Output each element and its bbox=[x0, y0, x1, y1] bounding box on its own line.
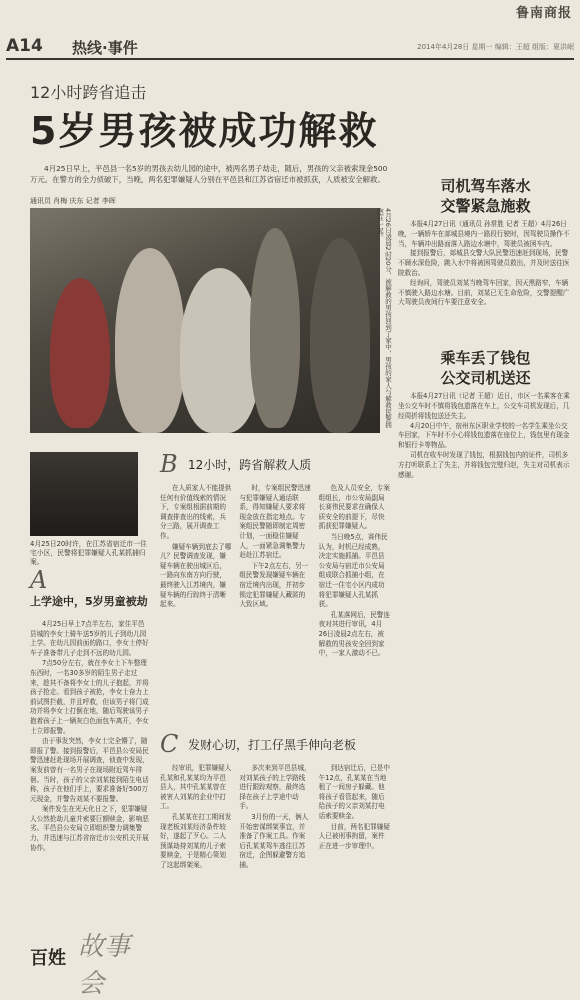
article-paragraph: 嫌疑车辆到底去了哪儿？民警调查发现，嫌疑车辆在驶出城区后，一路向东南方向行驶，最终驶入江苏境内，嫌疑车辆的行踪终于清晰起来。 bbox=[160, 542, 232, 609]
article-paragraph: 案件发生在光天化日之下，犯罪嫌疑人公然抢劫儿童并索要巨额赎金，影响恶劣。平邑县公安局立即组织警力调集警力，并迅速与江苏省宿迁市公安机关开展协作。 bbox=[30, 805, 149, 852]
subhead-letter: A bbox=[30, 566, 48, 594]
article-paragraph: 多次来到平邑县城，对刘某孩子的上学路线进行跟踪观察，最终选择在孩子上学途中动手。 bbox=[239, 764, 311, 811]
secondary-photo bbox=[30, 452, 138, 536]
subhead-c bbox=[160, 730, 390, 758]
photo-vertical-caption: 4月26日凌晨2时20分，被解救的男孩回到了家中，男孩的家人与解救民警拥抱在一起。 bbox=[376, 208, 392, 428]
subhead-title: 发财心切，打工仔黑手伸向老板 bbox=[188, 738, 357, 752]
side-story-2-title: 乘车丢了钱包 公交司机送还 bbox=[440, 349, 531, 388]
article-paragraph: 4月25日早上7点半左右，家住平邑县城的李女士骑车送5岁的儿子到幼儿园上学。在幼儿园前面的路口，李女士停好车子准备带儿子走到不远的幼儿园。 bbox=[30, 620, 149, 657]
article-byline: 通讯员 肖梅 庆东 记者 李晖 bbox=[30, 197, 116, 205]
article-paragraph: 在人质家人不能提供任何有价值线索的情况下，专案组根据前期的调查排查出的线索，兵分三路，展开调查工作。 bbox=[160, 484, 232, 540]
article-column-a bbox=[30, 620, 150, 854]
main-photo bbox=[30, 208, 380, 433]
article-paragraph: 时，专案组民警迅速与犯罪嫌疑人通话联系，得知嫌疑人要求将现金放在指定地点。专案组民警随即制定周密计划，一面稳住嫌疑人，一面紧急调集警力赶赴江苏宿迁。 bbox=[239, 484, 311, 560]
column-logo bbox=[30, 922, 150, 999]
article-paragraph: 经审讯，犯罪嫌疑人孔某和孔某某均为平邑县人，其中孔某某曾在被害人刘某的企业中打工。 bbox=[160, 764, 232, 811]
side-story-2-paragraph: 4月20日中午，宿州东区职业学校的一名学生乘坐公交车回家，下车时不小心将钱包遗落在座位上，钱包里有现金和银行卡等物品。 bbox=[398, 421, 570, 450]
photo-figure bbox=[180, 268, 260, 433]
photo-figure bbox=[50, 278, 110, 428]
article-paragraph: 色及人员安全，专案组组长，市公安局副局长赛伟民要求在确保人质安全的前提下，尽快抓获犯罪嫌疑人。 bbox=[318, 484, 390, 531]
photo-figure bbox=[250, 228, 300, 428]
subhead-title: 12小时，跨省解救人质 bbox=[188, 458, 312, 472]
article-columns-c bbox=[160, 764, 390, 872]
article-column bbox=[160, 484, 231, 660]
side-story-1-paragraph: 接到报警后，郯城县交警大队民警迅速赶到现场，民警不顾水深危险，跳入水中将被困驾驶员救出，并及时送往医院救治。 bbox=[398, 249, 570, 277]
side-story-2-paragraph: 本报4月27日讯（记者 王超）近日，市区一名乘客在乘坐公交车时不慎将钱包遗落在车上，公交车司机发现后，几经周折将钱包送还失主。 bbox=[398, 392, 570, 420]
column-logo-script: 故事会 bbox=[78, 932, 131, 999]
article-paragraph: 下午2点左右，另一组民警发现嫌疑车辆在宿迁境内出现，并初步锁定犯罪嫌疑人藏匿的大致区域。 bbox=[239, 561, 309, 609]
article-column bbox=[239, 484, 310, 660]
subhead-a bbox=[30, 566, 148, 610]
article-headline: 5岁男孩被成功解救 bbox=[30, 109, 379, 153]
article-paragraph: 孔某某在打工期间发现老板刘某经济条件较好，遂起了歹心。二人预谋劫持刘某的儿子索要赎金，于是精心策划了这起绑架案。 bbox=[160, 812, 232, 869]
section-title: 热线·事件 bbox=[72, 39, 138, 57]
article-paragraph: 目前，两名犯罪嫌疑人已被刑事拘留，案件正在进一步审理中。 bbox=[318, 822, 390, 850]
page-header bbox=[6, 36, 574, 60]
side-story-2 bbox=[398, 348, 573, 480]
subhead-letter: C bbox=[160, 730, 179, 758]
secondary-photo-caption: 4月25日20时许，在江苏省宿迁市一住宅小区，民警将犯罪嫌疑人孔某抓捕归案。 bbox=[30, 540, 147, 566]
brand-logo: 鲁南商报 bbox=[515, 6, 572, 21]
subhead-title: 上学途中，5岁男童被劫 bbox=[30, 595, 148, 608]
side-column bbox=[398, 176, 573, 480]
article-column bbox=[319, 484, 390, 660]
article-paragraph: 孔某落网后，民警连夜对其进行审讯，4月26日凌晨2点左右，被解救的男孩安全回到家中，一家人激动不已。 bbox=[318, 610, 390, 658]
side-story-2-paragraph: 司机在收车时发现了钱包，根据钱包内的证件，司机多方打听联系上了失主，并将钱包完璧归赵，失主对司机表示感谢。 bbox=[398, 450, 570, 479]
article-paragraph: 当日晚5点，赛伟民认为，时机已经成熟，决定实施抓捕。平邑县公安局与宿迁市公安局组成联合抓捕小组，在宿迁一住宅小区内成功将犯罪嫌疑人孔某抓获。 bbox=[318, 532, 388, 609]
article-column bbox=[239, 764, 310, 872]
article-column bbox=[160, 764, 231, 872]
subhead-b bbox=[160, 450, 390, 478]
side-story-1 bbox=[398, 176, 573, 308]
article-column bbox=[319, 764, 390, 872]
article-paragraph: 到达宿迁后，已是中午12点，孔某某在当地租了一间房子躲藏。他将孩子看管起来，随后给孩子的父亲刘某打电话索要赎金。 bbox=[318, 764, 390, 820]
photo-figure bbox=[115, 248, 185, 433]
page-meta: 2014年4月28日 星期一 编辑：王超 组版：夏洪岷 bbox=[417, 43, 574, 51]
article-paragraph: 由于事发突然，李女士完全懵了，随即报了警。接到报警后，平邑县公安局民警迅速赶赴现场开展调查，侦查中发现，案发前曾有一名男子在现场附近驾车徘徊。当时，孩子的父亲刘某接到陌生电话称，孩子在他们手上，要求准备好500万元现金，并警告刘某不要报警。 bbox=[30, 737, 149, 803]
side-story-1-paragraph: 经询问，驾驶员刘某当晚驾车回家，因天黑路窄，车辆不慎驶入路边水塘。目前，刘某已无生命危险，交警提醒广大驾驶员夜间行车要注意安全。 bbox=[398, 278, 570, 307]
side-story-1-paragraph: 本报4月27日讯（通讯员 孙常胜 记者 王超）4月26日晚，一辆轿车在郯城县境内一路段行驶时，因驾驶员操作不当，车辆冲出路面落入路边水塘中，驾驶员被困车内。 bbox=[398, 220, 570, 248]
side-story-1-title: 司机驾车落水 交警紧急施救 bbox=[440, 177, 531, 215]
article-paragraph: 3月份的一天，俩人开始密谋绑架事宜，并准备了作案工具。作案后孔某某驾车逃往江苏宿迁，企图躲避警方追捕。 bbox=[239, 812, 309, 869]
article-lead: 4月25日早上，平邑县一名5岁的男孩去幼儿园的途中，被两名男子劫走，随后，男孩的父亲被索现金500万元。在警方的全力侦破下，当晚，两名犯罪嫌疑人分别在平邑县和江苏省宿迁市被抓获，人质被安全解救。 bbox=[30, 164, 388, 185]
article-kicker: 12小时跨省追击 bbox=[30, 83, 147, 102]
photo-figure bbox=[310, 238, 370, 433]
page-number: A14 bbox=[6, 36, 43, 56]
column-logo-main: 百姓 bbox=[30, 948, 66, 969]
article-paragraph: 7点50分左右，就在李女士下车整理东西时，一名30多岁的陌生男子走过来，趁其不备将李女士的儿子抱起，并将孩子抢走。看到孩子被抢，李女士奋力上前试图拦截，并且呼救，但该男子将门成功并将李女士打倒在地，随后驾驶该男子抱着孩子上一辆灰白色面包车离开，李女士立即报警。 bbox=[30, 659, 149, 735]
subhead-letter: B bbox=[160, 450, 178, 478]
article-columns-b bbox=[160, 484, 390, 660]
